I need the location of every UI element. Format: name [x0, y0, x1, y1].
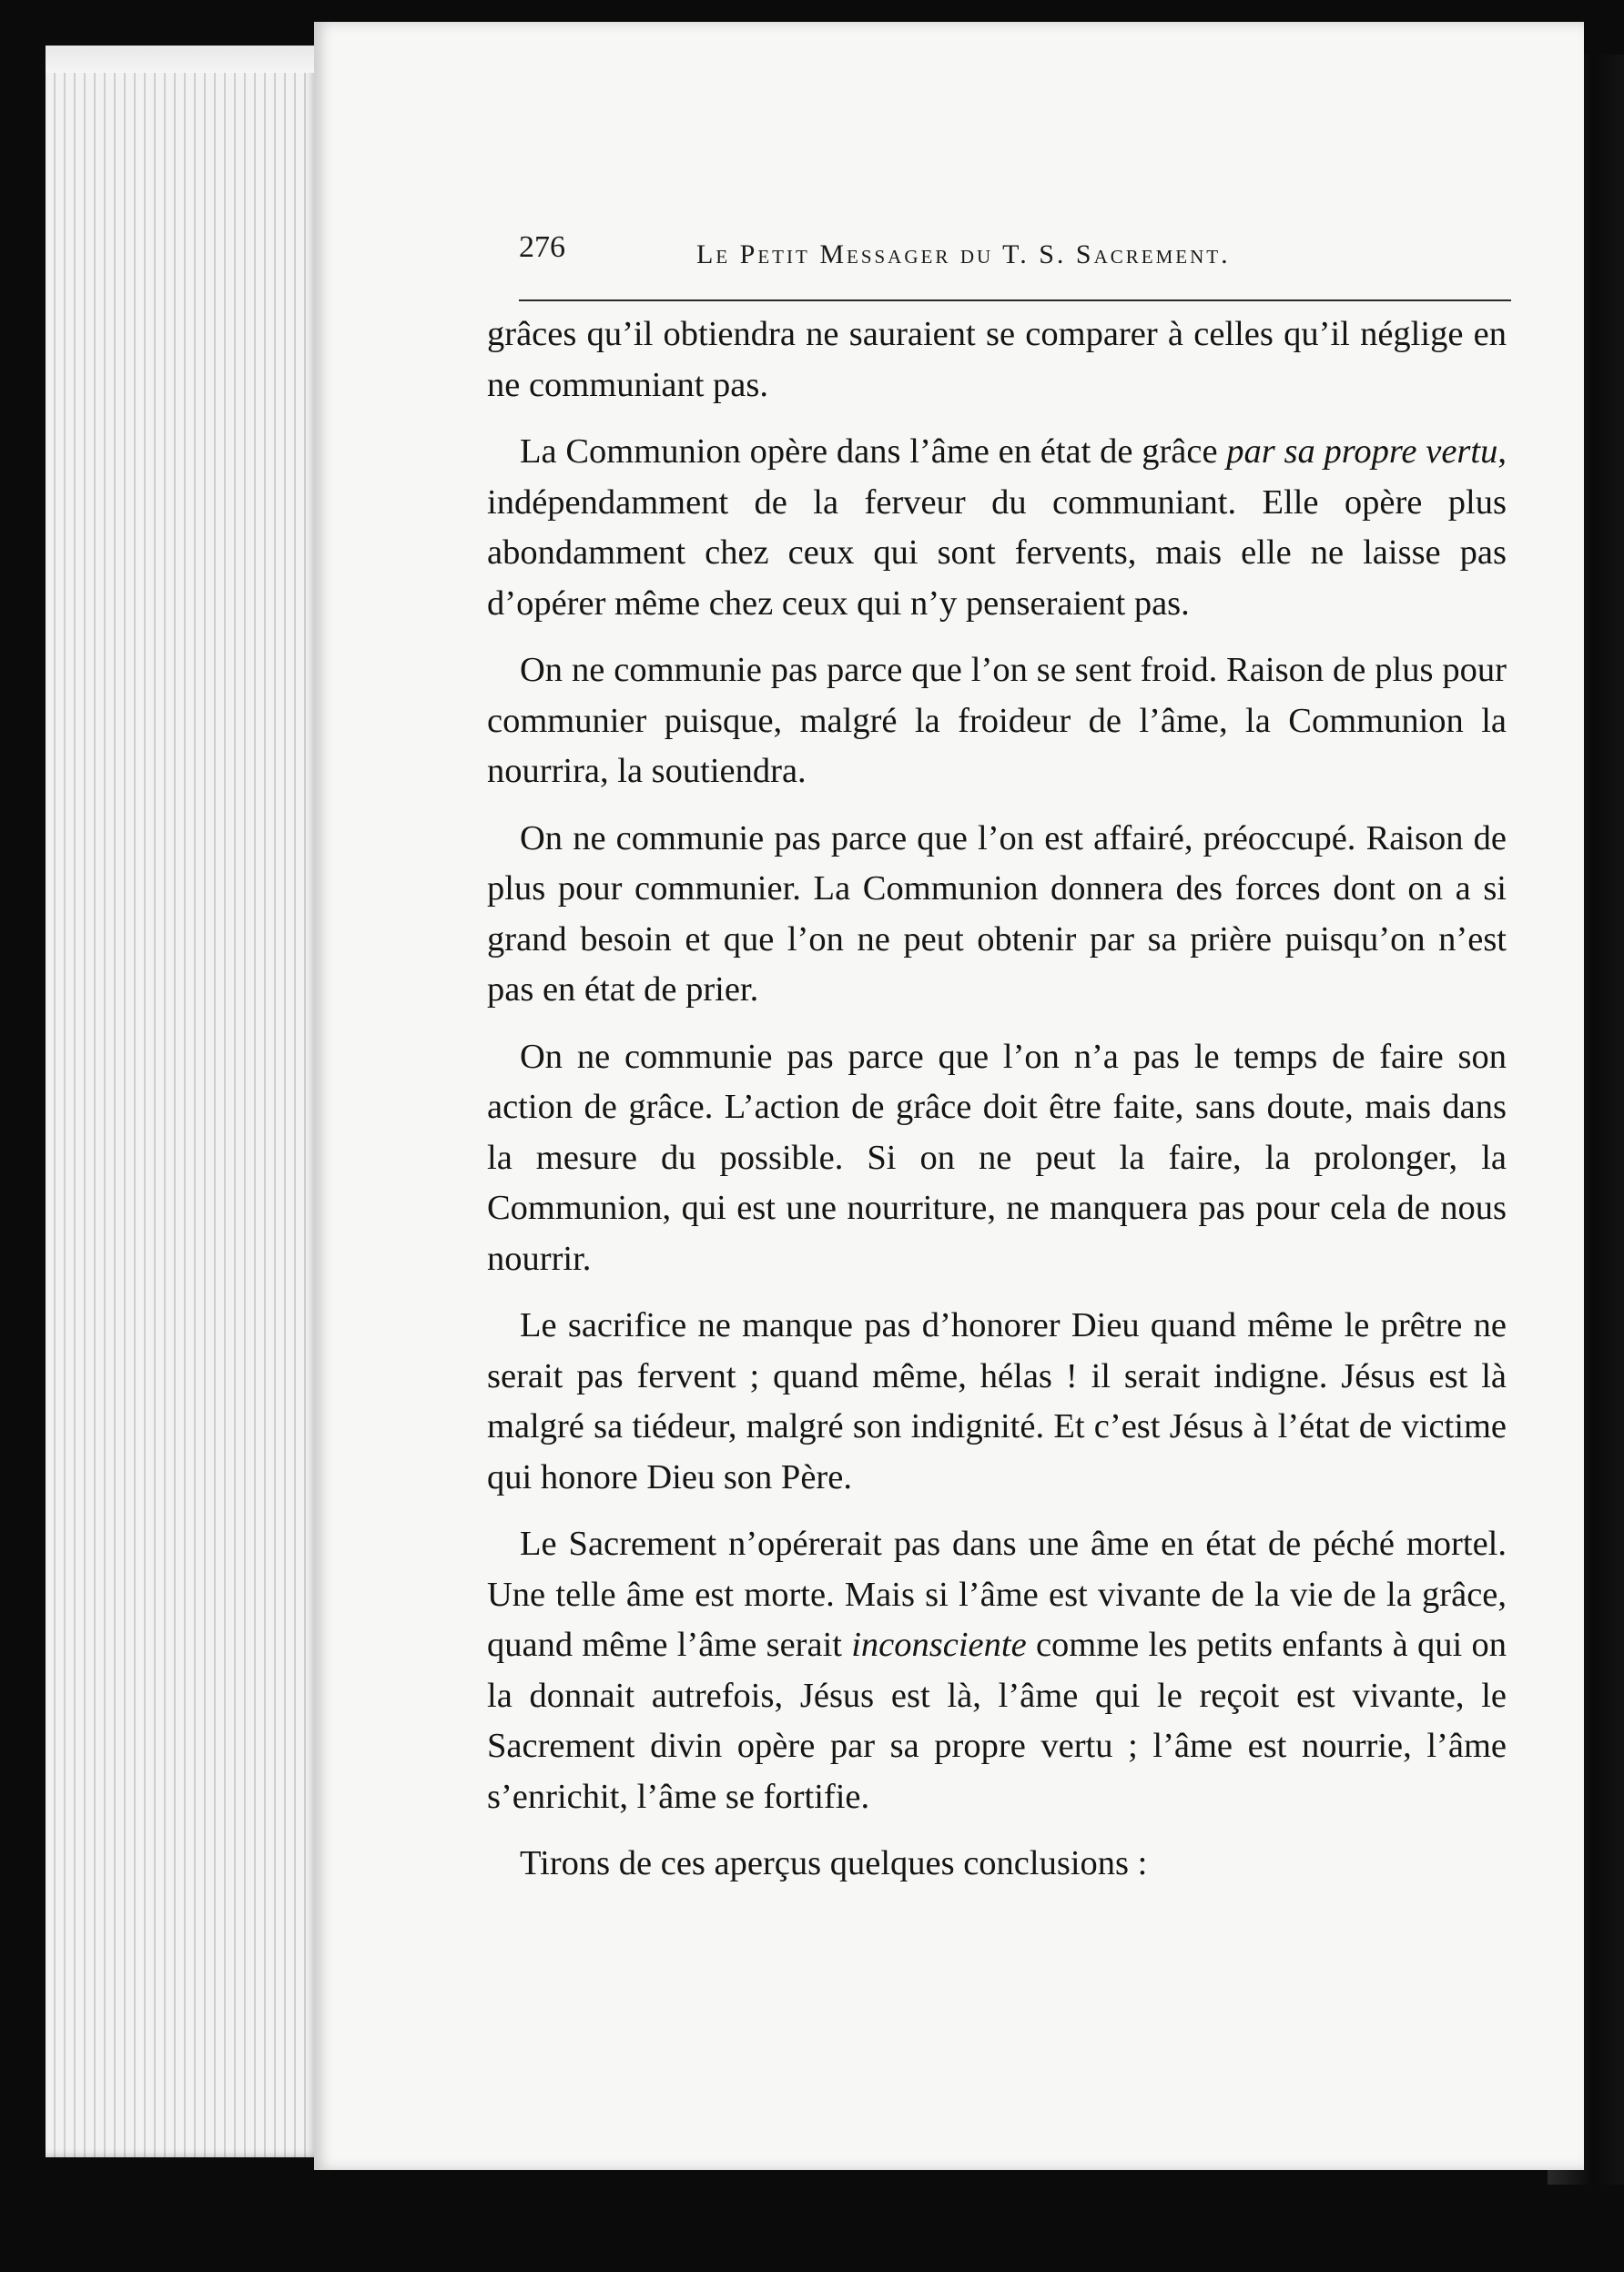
paragraph: [487, 309, 1507, 411]
paragraph: [487, 814, 1507, 1016]
paragraph-text: On ne communie pas parce que l’on est affairé, préoccupé. Raison de plus pour communier. La Communion donnera des forces dont on a si grand besoin et que l’on ne peut obtenir par sa prière puisqu’on n’est pas en état de prier.: [487, 818, 1507, 1009]
page-edges: [46, 46, 319, 2157]
italic-phrase: par sa propre vertu: [1226, 432, 1498, 471]
paragraph-text: comme les petits enfants à qui on la donnait autrefois, Jésus est là, l’âme qui le reçoit est vivante, le Sacrement divin opère par sa propre vertu ; l’âme est nourrie, l’âme s’enrichit, l’âme se fortifie.: [487, 1626, 1507, 1816]
paragraph-text: Le sacrifice ne manque pas d’honorer Dieu quand même le prêtre ne serait pas fervent ; quand même, hélas ! il serait indigne. Jésus est là malgré sa tiédeur, malgré son indignité. Et c’est Jésus à l’état de victime qui honore Dieu son Père.: [487, 1306, 1507, 1496]
paragraph: [487, 427, 1507, 629]
page-body: [487, 309, 1507, 1906]
paragraph-text: grâces qu’il obtiendra ne sauraient se comparer à celles qu’il néglige en ne communiant pas.: [487, 315, 1507, 404]
paragraph: [487, 1301, 1507, 1503]
paragraph-text: Tirons de ces aperçus quelques conclusions :: [520, 1844, 1148, 1882]
paragraph-text: On ne communie pas parce que l’on n’a pas le temps de faire son action de grâce. L’action de grâce doit être faite, sans doute, mais dans la mesure du possible. Si on ne peut la faire, la prolonger, la Communion, qui est une nourriture, ne manquera pas pour cela de nous nourrir.: [487, 1037, 1507, 1278]
paragraph: [487, 1839, 1507, 1890]
italic-phrase: inconsciente: [851, 1626, 1027, 1664]
page-number: 276: [519, 230, 565, 264]
paragraph-text: La Communion opère dans l’âme en état de grâce: [520, 432, 1227, 471]
paragraph-text: On ne communie pas parce que l’on se sent froid. Raison de plus pour communier puisque, malgré la froideur de l’âme, la Communion la nourrira, la soutiendra.: [487, 651, 1507, 790]
paragraph-text: Le Sacrement n’opérerait pas dans une âme en état de péché mortel. Une telle âme est morte. Mais si l’âme est vivante de la vie de la grâce, quand même l’âme serait: [487, 1525, 1507, 1664]
paragraph-text: , indépendamment de la ferveur du communiant. Elle opère plus abondamment chez ceux qui sont fervents, mais elle ne laisse pas d’opérer même chez ceux qui n’y penseraient pas.: [487, 432, 1507, 623]
running-header: [519, 230, 1511, 301]
running-title: Le Petit Messager du T. S. Sacrement.: [696, 239, 1231, 269]
paragraph: [487, 1519, 1507, 1822]
page-edges-top: [46, 46, 319, 73]
header-rule: [519, 299, 1511, 301]
paragraph: [487, 645, 1507, 797]
paragraph: [487, 1032, 1507, 1285]
